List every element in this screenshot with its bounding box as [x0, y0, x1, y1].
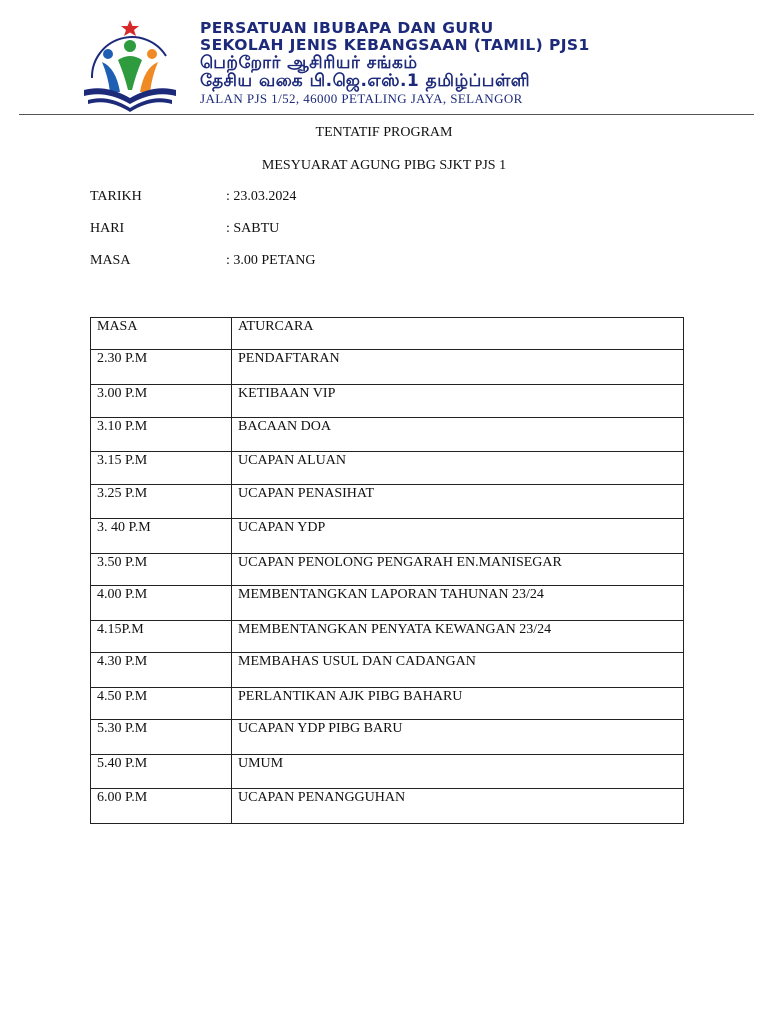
agenda-cell: UCAPAN YDP: [232, 519, 684, 554]
header-divider: [19, 114, 754, 115]
time-cell: 4.00 P.M: [91, 586, 232, 621]
header-cell: MASA: [91, 318, 232, 350]
info-label: MASA: [90, 253, 131, 268]
agenda-cell: UCAPAN PENOLONG PENGARAH EN.MANISEGAR: [232, 554, 684, 586]
time-cell: 3.25 P.M: [91, 485, 232, 519]
time-cell: 2.30 P.M: [91, 350, 232, 385]
time-cell: 3.10 P.M: [91, 418, 232, 452]
agenda-cell: UMUM: [232, 755, 684, 789]
agenda-cell: MEMBENTANGKAN LAPORAN TAHUNAN 23/24: [232, 586, 684, 621]
time-cell: 3.15 P.M: [91, 452, 232, 485]
agenda-cell: MEMBENTANGKAN PENYATA KEWANGAN 23/24: [232, 621, 684, 653]
table-row: [91, 418, 684, 452]
agenda-cell: BACAAN DOA: [232, 418, 684, 452]
time-cell: 4.15P.M: [91, 621, 232, 653]
table-header-row: [91, 318, 684, 350]
info-value: : SABTU: [226, 221, 280, 236]
table-row: [91, 688, 684, 720]
table-row: [91, 385, 684, 418]
agenda-cell: UCAPAN ALUAN: [232, 452, 684, 485]
table-row: [91, 519, 684, 554]
org-line-2: SEKOLAH JENIS KEBANGSAAN (TAMIL) PJS1: [200, 36, 590, 54]
agenda-cell: KETIBAAN VIP: [232, 385, 684, 418]
agenda-cell: UCAPAN PENASIHAT: [232, 485, 684, 519]
time-cell: 3. 40 P.M: [91, 519, 232, 554]
table-row: [91, 755, 684, 789]
schedule-table: [90, 317, 684, 824]
info-value: : 3.00 PETANG: [226, 253, 316, 268]
document-subtitle: MESYUARAT AGUNG PIBG SJKT PJS 1: [261, 158, 507, 173]
table-row: [91, 485, 684, 519]
agenda-cell: PERLANTIKAN AJK PIBG BAHARU: [232, 688, 684, 720]
agenda-cell: UCAPAN PENANGGUHAN: [232, 789, 684, 824]
time-cell: 4.30 P.M: [91, 653, 232, 688]
organization-name: [200, 20, 590, 107]
table-row: [91, 452, 684, 485]
time-cell: 3.00 P.M: [91, 385, 232, 418]
table-row: [91, 621, 684, 653]
time-cell: 3.50 P.M: [91, 554, 232, 586]
school-logo: [78, 18, 182, 112]
agenda-cell: PENDAFTARAN: [232, 350, 684, 385]
agenda-cell: MEMBAHAS USUL DAN CADANGAN: [232, 653, 684, 688]
agenda-cell: UCAPAN YDP PIBG BARU: [232, 720, 684, 755]
info-value: : 23.03.2024: [226, 189, 297, 204]
time-cell: 4.50 P.M: [91, 688, 232, 720]
info-label: HARI: [90, 221, 125, 236]
table-row: [91, 586, 684, 621]
table-row: [91, 789, 684, 824]
time-cell: 6.00 P.M: [91, 789, 232, 824]
table-row: [91, 653, 684, 688]
letterhead: [0, 0, 768, 115]
table-row: [91, 720, 684, 755]
info-label: TARIKH: [90, 189, 142, 204]
table-row: [91, 350, 684, 385]
org-line-1: PERSATUAN IBUBAPA DAN GURU: [200, 19, 494, 37]
time-cell: 5.40 P.M: [91, 755, 232, 789]
table-row: [91, 554, 684, 586]
time-cell: 5.30 P.M: [91, 720, 232, 755]
org-address: JALAN PJS 1/52, 46000 PETALING JAYA, SELANGOR: [200, 91, 523, 106]
org-line-4-tamil: தேசிய வகை பி.ஜெ.எஸ்.1 தமிழ்ப்பள்ளி: [200, 71, 531, 91]
header-cell: ATURCARA: [232, 318, 684, 350]
org-line-3-tamil: பெற்றோர் ஆசிரியர் சங்கம்: [200, 53, 418, 73]
document-title: TENTATIF PROGRAM: [315, 125, 453, 140]
